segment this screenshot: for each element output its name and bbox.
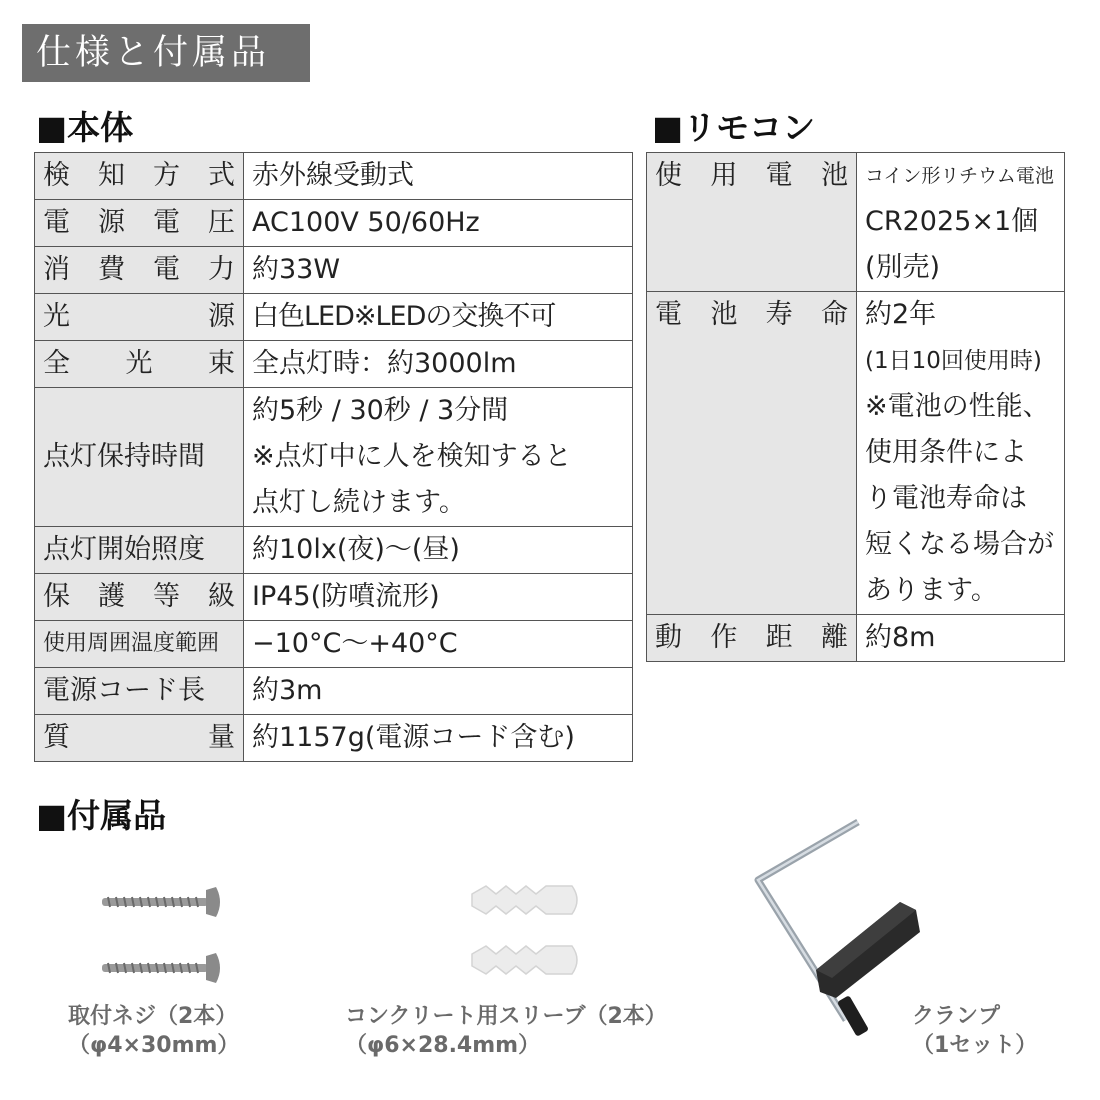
table-row <box>35 341 633 388</box>
spec-label: 全 光 束 <box>35 341 244 388</box>
accessory-caption-sleeves: コンクリート用スリーブ（2本） （φ6×28.4mm） <box>345 1004 667 1058</box>
spec-label: 使 用 電 池 <box>647 153 857 292</box>
spec-value: 赤外線受動式 <box>244 153 633 200</box>
spec-value: 約10lx(夜)〜(昼) <box>244 527 633 574</box>
table-row <box>35 294 633 341</box>
spec-label: 検 知 方 式 <box>35 153 244 200</box>
table-row <box>35 200 633 247</box>
spec-value: 約3m <box>244 668 633 715</box>
spec-label: 動 作 距 離 <box>647 615 857 662</box>
spec-label: 点灯開始照度 <box>35 527 244 574</box>
spec-value: 約1157g(電源コード含む) <box>244 715 633 762</box>
clamp-icon <box>740 810 930 1050</box>
spec-value: IP45(防噴流形) <box>244 574 633 621</box>
accessories-title: ■付属品 <box>36 796 167 835</box>
spec-value: 約5秒 / 30秒 / 3分間 ※点灯中に人を検知すると 点灯し続けます。 <box>244 388 633 527</box>
table-row <box>35 621 633 668</box>
table-row <box>647 615 1065 662</box>
spec-value: AC100V 50/60Hz <box>244 200 633 247</box>
main-unit-spec-table <box>34 152 633 762</box>
table-row <box>35 153 633 200</box>
accessory-caption-clamp: クランプ （1セット） <box>912 1004 1038 1058</box>
spec-label: 電 池 寿 命 <box>647 292 857 615</box>
table-row <box>35 574 633 621</box>
spec-label: 光 源 <box>35 294 244 341</box>
spec-label: 使用周囲温度範囲 <box>35 621 244 668</box>
table-row <box>35 527 633 574</box>
screw-icon <box>98 884 228 984</box>
spec-value: 全点灯時：約3000lm <box>244 341 633 388</box>
spec-label: 電 源 電 圧 <box>35 200 244 247</box>
table-row <box>35 247 633 294</box>
spec-value: 約8m <box>857 615 1065 662</box>
spec-value: コイン形リチウム電池 CR2025×1個 (別売) <box>857 153 1065 292</box>
spec-value: 約2年 (1日10回使用時) ※電池の性能、 使用条件によ り電池寿命は 短くなる場合が あります。 <box>857 292 1065 615</box>
table-row <box>35 715 633 762</box>
remote-title: ■リモコン <box>652 108 816 147</box>
table-row <box>647 292 1065 615</box>
spec-label: 保 護 等 級 <box>35 574 244 621</box>
spec-label: 消 費 電 力 <box>35 247 244 294</box>
sleeve-icon <box>468 878 588 982</box>
table-row <box>647 153 1065 292</box>
page-title: 仕様と付属品 <box>22 24 310 82</box>
spec-label: 点灯保持時間 <box>35 388 244 527</box>
table-row <box>35 388 633 527</box>
spec-value: −10°C〜+40°C <box>244 621 633 668</box>
spec-value: 約33W <box>244 247 633 294</box>
table-row <box>35 668 633 715</box>
remote-spec-table <box>646 152 1065 662</box>
spec-label: 電源コード長 <box>35 668 244 715</box>
spec-value: 白色LED※LEDの交換不可 <box>244 294 633 341</box>
accessory-caption-screws: 取付ネジ（2本） （φ4×30mm） <box>68 1004 240 1058</box>
main-unit-title: ■本体 <box>36 108 134 147</box>
spec-label: 質 量 <box>35 715 244 762</box>
